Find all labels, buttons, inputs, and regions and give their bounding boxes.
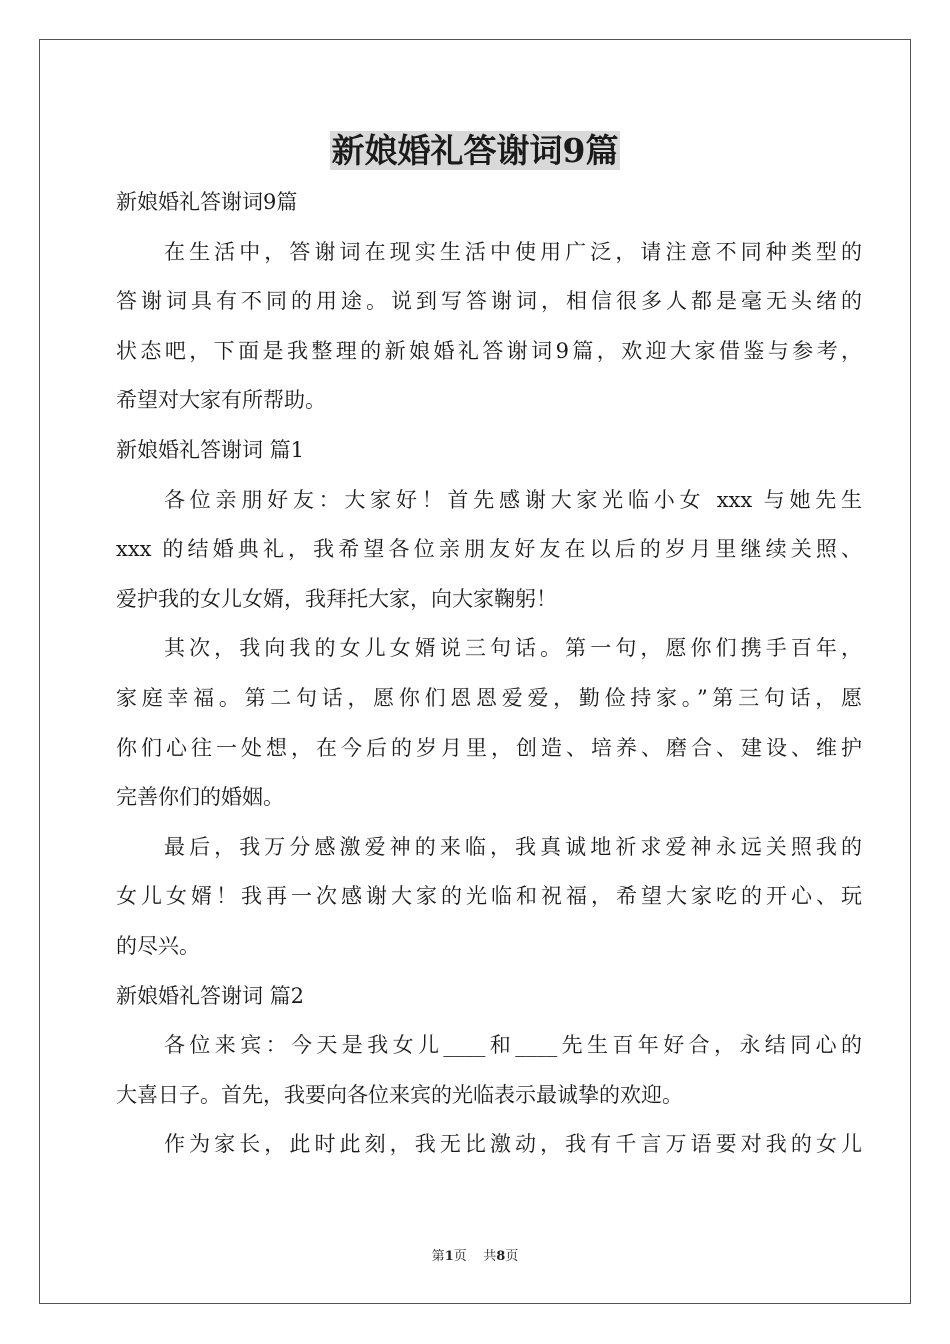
text-line: 状态吧，下面是我整理的新娘婚礼答谢词9篇，欢迎大家借鉴与参考，	[116, 338, 862, 363]
text-line: 各位来宾：今天是我女儿____和____先生百年好合，永结同心的	[164, 1033, 862, 1058]
text-line: 新娘婚礼答谢词 篇1	[116, 437, 305, 462]
document-title	[0, 128, 950, 174]
text-line: 新娘婚礼答谢词 篇2	[116, 983, 305, 1008]
text-line: 爱护我的女儿女婿，我拜托大家，向大家鞠躬！	[116, 586, 557, 611]
text-line: 答谢词具有不同的用途。说到写答谢词，相信很多人都是毫无头绪的	[116, 289, 862, 314]
text-line: 完善你们的婚姻。	[116, 785, 284, 810]
text-line: 新娘婚礼答谢词9篇	[116, 190, 298, 214]
footer-page-suffix: 页	[505, 1249, 519, 1264]
document-body	[116, 178, 862, 1170]
text-line: 大喜日子。首先，我要向各位来宾的光临表示最诚挚的欢迎。	[116, 1082, 683, 1107]
text-line: 的尽兴。	[116, 933, 200, 958]
footer-page-mid: 页 共	[453, 1249, 497, 1264]
document-title-text: 新娘婚礼答谢词9篇	[331, 131, 619, 170]
text-line: xxx 的结婚典礼，我希望各位亲朋友好友在以后的岁月里继续关照、	[116, 537, 862, 562]
text-line: 在生活中，答谢词在现实生活中使用广泛，请注意不同种类型的	[164, 239, 862, 264]
text-line: 希望对大家有所帮助。	[116, 388, 326, 413]
page-footer	[0, 1247, 950, 1267]
text-line: 家庭幸福。第二句话，愿你们恩恩爱爱，勤俭持家。”第三句话，愿	[116, 685, 862, 710]
text-line: 最后，我万分感激爱神的来临，我真诚地祈求爱神永远关照我的	[164, 834, 862, 859]
text-line: 女儿女婿！我再一次感谢大家的光临和祝福，希望大家吃的开心、玩	[116, 884, 862, 909]
footer-page-prefix: 第	[431, 1249, 445, 1264]
text-line: 作为家长，此时此刻，我无比激动，我有千言万语要对我的女儿	[164, 1132, 862, 1157]
footer-page-total: 8	[496, 1249, 506, 1264]
footer-page-current: 1	[444, 1249, 454, 1264]
text-line: 你们心往一处想，在今后的岁月里，创造、培养、磨合、建设、维护	[116, 735, 862, 760]
text-line: 各位亲朋好友：大家好！首先感谢大家光临小女 xxx 与她先生	[164, 487, 862, 512]
text-line: 其次，我向我的女儿女婿说三句话。第一句，愿你们携手百年，	[164, 636, 862, 661]
